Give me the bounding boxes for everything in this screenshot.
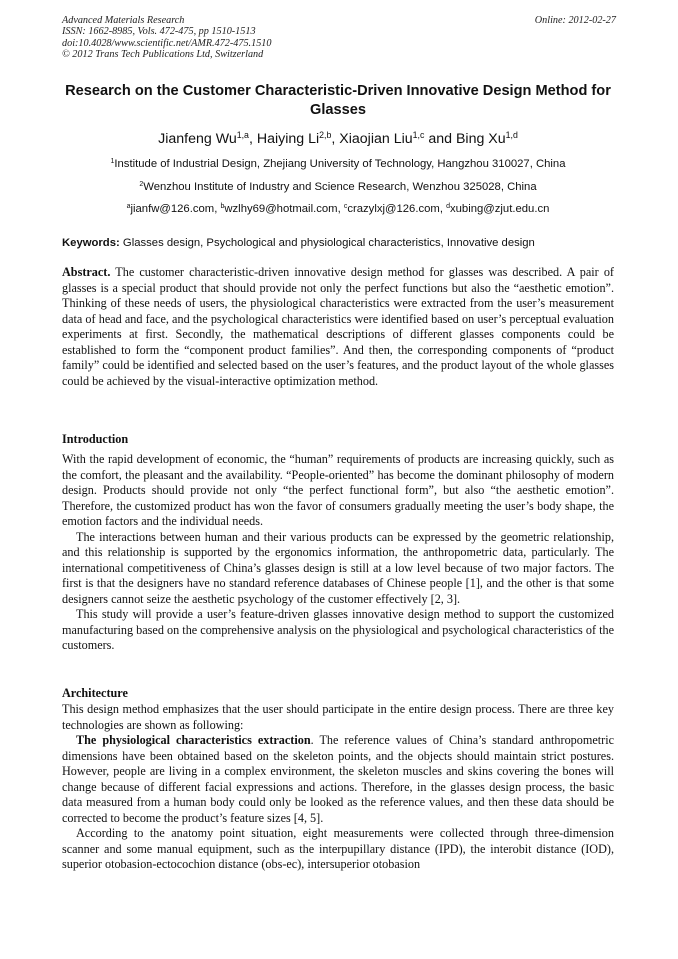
author-affiliation-mark: 1,d <box>505 130 518 141</box>
section-heading-architecture: Architecture <box>62 686 128 700</box>
journal-issn: ISSN: 1662-8985, Vols. 472-475, pp 1510-1513 <box>62 26 256 38</box>
affiliation-1 <box>62 157 614 171</box>
author-name: Jianfeng Wu <box>158 131 237 147</box>
paragraph: According to the anatomy point situation, eight measurements were collected through three-dimension scanner and some manual equipment, such as the interpupillary distance (IPD), the interobit distance (IOD), superior otobasion-ectocochion distance (obs-ec), intersuperior otobasion <box>62 826 614 871</box>
affiliation-text: Wenzhou Institute of Industry and Science Research, Wenzhou 325028, China <box>143 181 537 193</box>
author-separator: , <box>248 131 257 147</box>
architecture-body <box>62 702 614 873</box>
author-affiliation-mark: 1,c <box>412 130 425 141</box>
keywords <box>62 236 614 250</box>
journal-doi: doi:10.4028/www.scientific.net/AMR.472-475.1510 <box>62 37 272 49</box>
author-separator: , <box>331 131 340 147</box>
email-link[interactable]: wzlhy69@hotmail.com <box>224 203 338 215</box>
affiliation-mark: 2 <box>139 181 144 189</box>
email-mark: a <box>126 203 131 211</box>
section-heading-introduction: Introduction <box>62 432 129 446</box>
author-name: Xiaojian Liu <box>339 131 413 147</box>
email-mark: d <box>446 203 450 211</box>
email-link[interactable]: jianfw@126.com <box>130 203 215 215</box>
email-link[interactable]: crazylxj@126.com <box>347 203 440 215</box>
journal-name: Advanced Materials Research <box>62 15 185 26</box>
journal-copyright: © 2012 Trans Tech Publications Ltd, Switzerland <box>62 48 264 60</box>
online-date: Online: 2012-02-27 <box>534 15 616 26</box>
abstract-label: Abstract. <box>62 265 111 279</box>
paper-title: Research on the Customer Characteristic-Driven Innovative Design Method for Glasses <box>65 83 611 118</box>
author-emails <box>62 202 614 216</box>
paragraph: This design method emphasizes that the user should participate in the entire design process. There are three key technologies are shown as following: <box>62 702 614 732</box>
abstract-text: The customer characteristic-driven innovative design method for glasses was described. A pair of glasses is a special product that should provide not only the perfect functions but also the “aesthetic emotion”. Thinking of these needs of users, the physiological characteristics were extracted from the user’s measurement data of head and face, and the psychological characteristics were identified based on user’s perceptual evaluation experiments at first. Secondly, the mathematical descriptions of different glasses components could be established to form the “component product families”. And then, the corresponding components of “product family” could be identified and selected based on the user’s features, and the product layout of the whole glasses could be achieved by the visual-interactive optimization method. <box>62 265 614 388</box>
email-link[interactable]: xubing@zjut.edu.cn <box>450 203 550 215</box>
author-name: Haiying Li <box>256 131 320 147</box>
affiliation-text: Institude of Industrial Design, Zhejiang University of Technology, Hangzhou 310027, China <box>114 158 566 170</box>
email-separator: , <box>214 203 221 215</box>
author-name: Bing Xu <box>455 131 506 147</box>
author-affiliation-mark: 1,a <box>236 130 249 141</box>
paragraph <box>62 733 614 826</box>
email-mark: b <box>220 203 225 211</box>
author-list <box>62 130 614 148</box>
keywords-text: Glasses design, Psychological and physiological characteristics, Innovative design <box>119 237 535 249</box>
abstract <box>62 265 614 389</box>
affiliation-mark: 1 <box>110 158 115 166</box>
paragraph: The interactions between human and their various products can be expressed by the geometric relationship, and this relationship is supported by the ergonomics information, the anthropometric data, particularly. The international competitiveness of China’s glasses design is still at a low level because of two major factors. The first is that the designers have no standard reference databases of Chinese people [1], and the other is that some designers cannot seize the aesthetic psychology of the customer effectively [2, 3]. <box>62 529 614 606</box>
email-mark: c <box>343 203 348 211</box>
paragraph: With the rapid development of economic, the “human” requirements of products are increasing quickly, such as the comfort, the pleasant and the availability. “People-oriented” has become the dominant philosophy of modern design. Products should provide not only “the perfect functional form”, but also “the aesthetic emotion”. Therefore, the customized product has won the favor of consumers gradually meeting the user’s body shape, the emotion factors and the individual needs. <box>62 452 614 528</box>
author-separator: and <box>424 131 456 147</box>
bold-run: The physiological characteristics extraction <box>76 733 311 747</box>
affiliation-2 <box>62 180 614 194</box>
journal-header <box>62 15 271 60</box>
email-separator: , <box>337 203 344 215</box>
paragraph: This study will provide a user’s feature-driven glasses innovative design method to support the customized manufacturing based on the comprehensive analysis on the physiological and psychological characteristics of the customers. <box>62 607 614 652</box>
paragraph-text: . The reference values of China’s standard anthropometric dimensions have been obtained based on the skeleton points, and the objects should maintain strict postures. However, people are living in a complex environment, the skeleton muscles and skins covering the bones will change because of different facial expressions and actions. Therefore, in the glasses design process, the basic data measured from a human body could only be looked as the reference values, and then these data should be corrected to become the product’s feature sizes [4, 5]. <box>62 733 614 825</box>
keywords-label: Keywords: <box>62 237 120 249</box>
email-separator: , <box>439 203 447 215</box>
author-affiliation-mark: 2,b <box>319 130 332 141</box>
introduction-body <box>62 452 614 654</box>
